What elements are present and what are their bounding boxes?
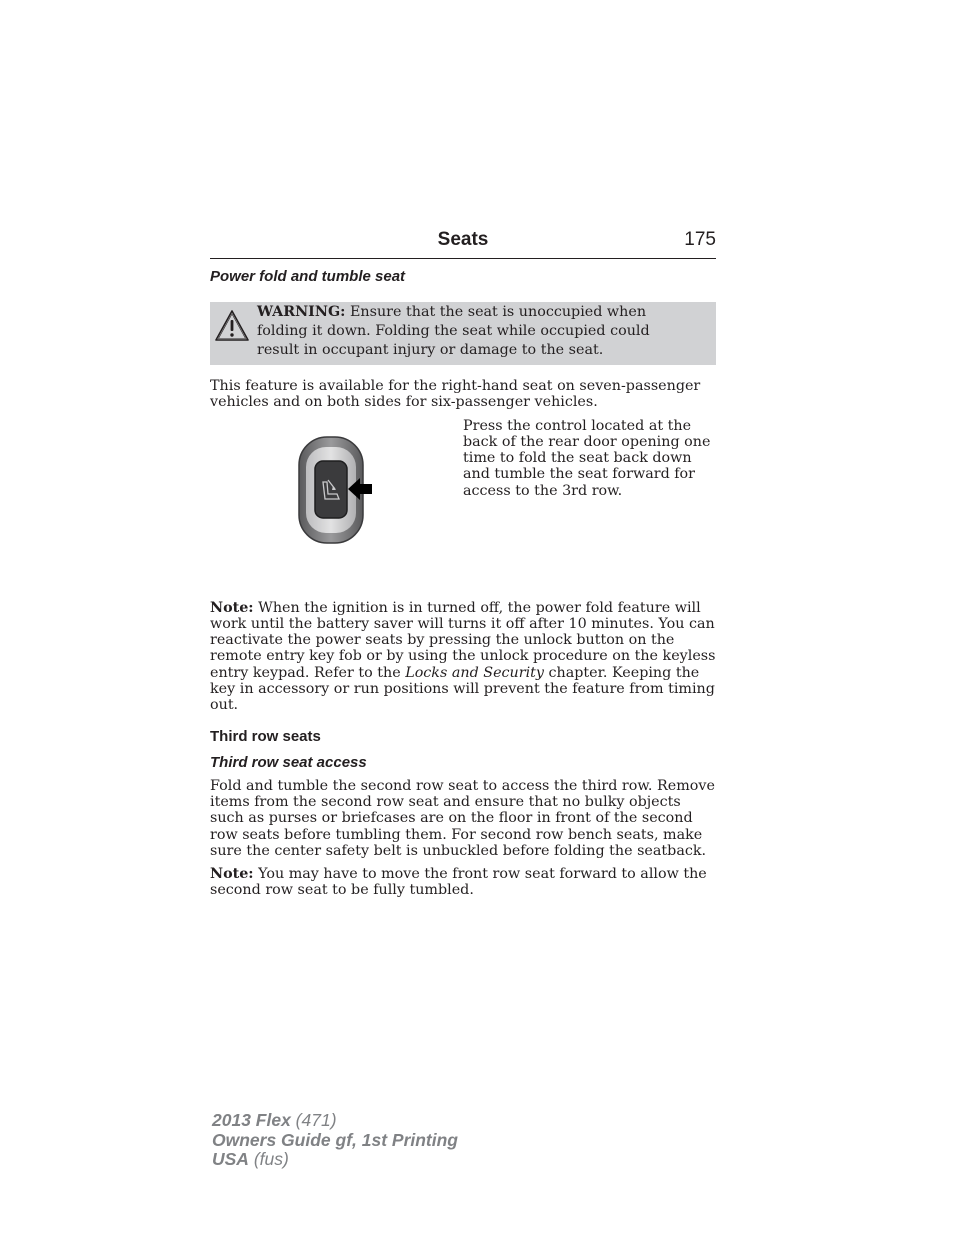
- page-number: 175: [684, 229, 716, 250]
- warning-label: WARNING:: [257, 304, 346, 320]
- footer-line-2: [212, 1131, 458, 1151]
- page-content: [210, 228, 716, 899]
- footer-guide: Owners Guide gf, 1st Printing: [212, 1129, 458, 1150]
- footer-code: (471): [290, 1110, 337, 1130]
- warning-text: Ensure that the seat is unoccupied when folding it down. Folding the seat while occupied could result in occupant injury or damage to the seat.: [257, 304, 650, 358]
- third-row-paragraph: Fold and tumble the second row seat to access the third row. Remove items from the second row seat and ensure that no bulky objects such as purses or briefcases are on the floor in front of the second row seats before tumbling them. For second row bench seats, make sure the center safety belt is unbuckled before folding the seatback.: [210, 777, 715, 859]
- availability-paragraph: This feature is available for the right-hand seat on seven-passenger vehicles and on both sides for six-passenger vehicles.: [210, 378, 701, 411]
- power-fold-switch-icon: [298, 436, 378, 546]
- section-heading-power-fold: Power fold and tumble seat: [210, 268, 406, 285]
- figure-caption: [463, 418, 716, 499]
- note-power-fold: [210, 600, 716, 714]
- warning-box: [210, 302, 716, 365]
- chapter-reference: Locks and Security: [405, 664, 544, 681]
- footer-model: 2013 Flex: [212, 1110, 291, 1130]
- footer-line-3: [212, 1150, 458, 1170]
- note-text-a: When the ignition is in turned off, the power fold feature will work until the battery saver will turns it off after 10 minutes. You can reactivate the power seats by pressing the unlock button on the remote entry key fob or by using the unlock procedure on the keyless entry keypad. Refer to the: [210, 599, 716, 681]
- figure-caption-text: Press the control located at the back of the rear door opening one time to fold the seat back down and tumble the seat forward for access to the 3rd row.: [463, 417, 711, 499]
- page-header: [210, 228, 716, 259]
- footer-market-code: (fus): [248, 1149, 289, 1169]
- subheading-third-row-access: Third row seat access: [210, 753, 367, 771]
- note-text-b: chapter. Keeping the key in accessory or run positions will prevent the feature from timing out.: [210, 664, 715, 714]
- figure-row: [210, 418, 716, 600]
- note-third-row: [210, 866, 716, 899]
- note-text: You may have to move the front row seat forward to allow the second row seat to be fully tumbled.: [210, 866, 707, 899]
- footer-market: USA: [212, 1149, 249, 1169]
- footer-line-1: [212, 1111, 458, 1131]
- page-footer: [212, 1111, 458, 1170]
- chapter-title: Seats: [437, 229, 489, 250]
- note-label: Note:: [210, 866, 254, 883]
- note-label: Note:: [210, 599, 254, 616]
- warning-triangle-icon: [214, 309, 250, 343]
- section-heading-third-row: Third row seats: [210, 727, 321, 745]
